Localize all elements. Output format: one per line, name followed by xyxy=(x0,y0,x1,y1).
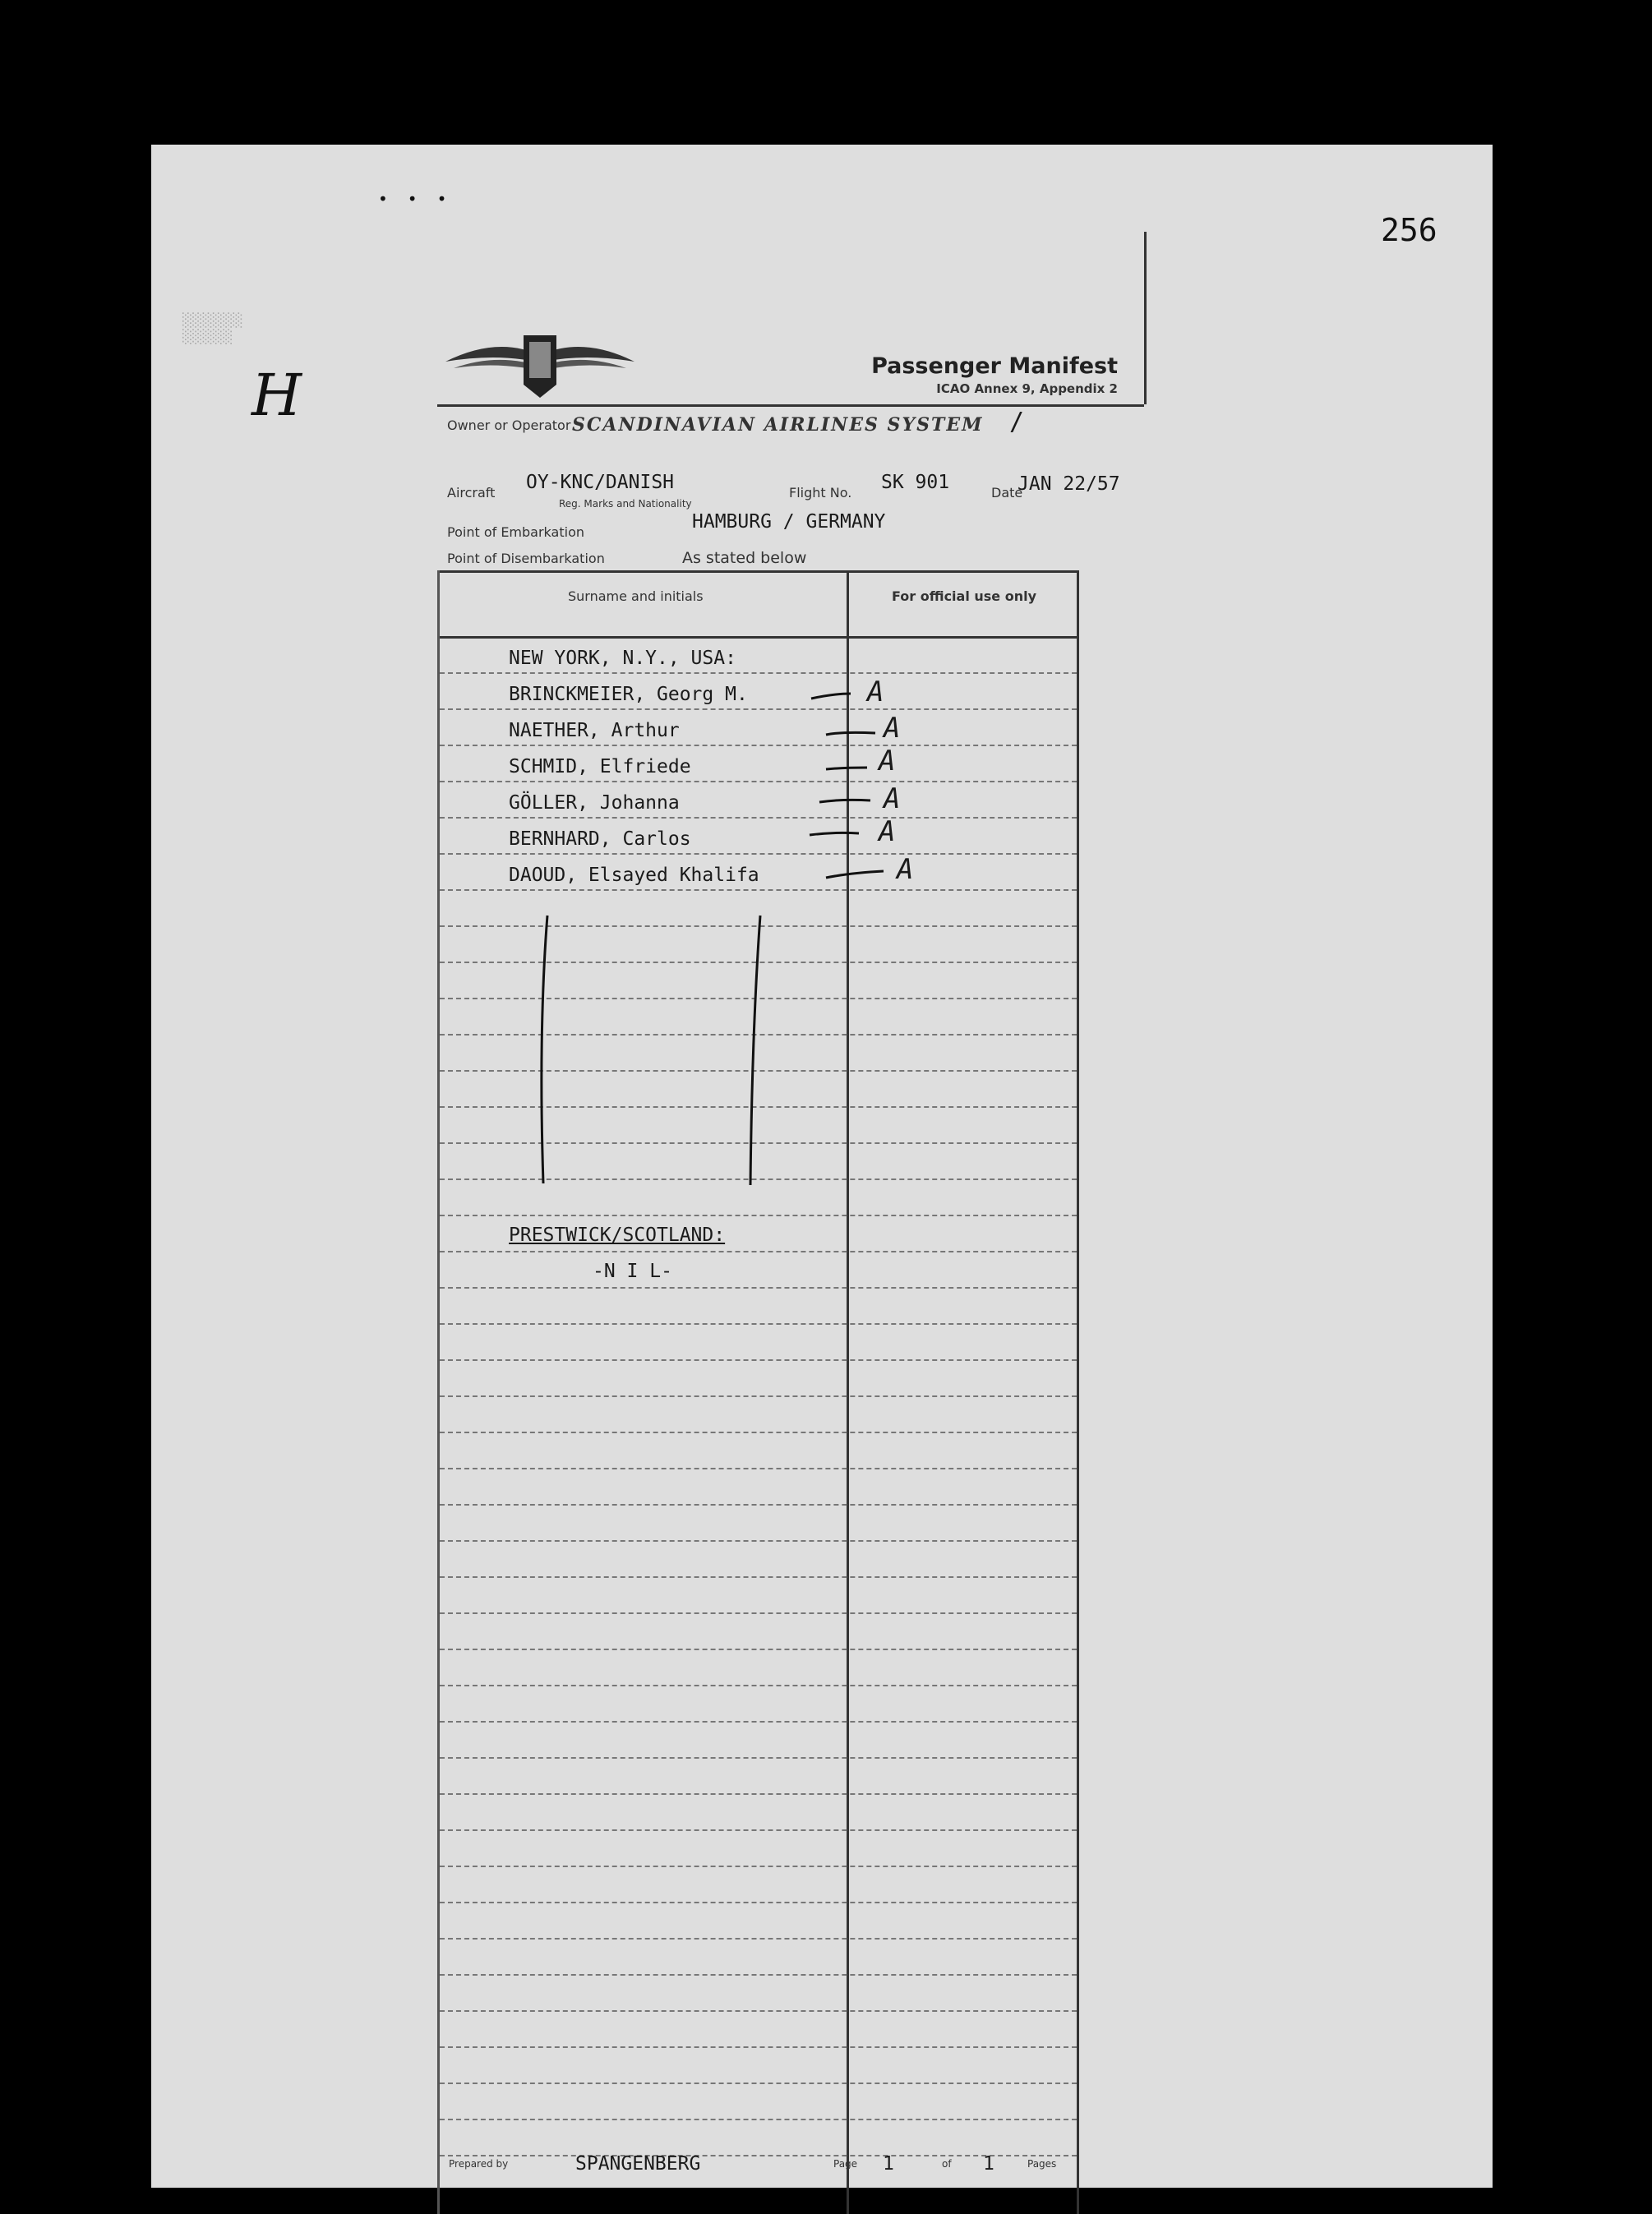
form-subtitle: ICAO Annex 9, Appendix 2 xyxy=(936,381,1118,396)
pages-label: Pages xyxy=(1027,2158,1057,2170)
destination-nil: -N I L- xyxy=(593,1261,672,1282)
official-mark: A xyxy=(879,745,896,777)
date-label: Date xyxy=(991,485,1023,500)
aircraft-label: Aircraft xyxy=(447,485,496,500)
form-title: Passenger Manifest xyxy=(871,353,1118,379)
ruled-line xyxy=(440,1504,1077,1506)
ruled-line xyxy=(440,1902,1077,1903)
ruled-line xyxy=(440,1685,1077,1686)
col-header-official: For official use only xyxy=(892,588,1037,604)
owner-label: Owner or Operator xyxy=(447,417,571,433)
embark-label: Point of Embarkation xyxy=(447,524,584,540)
passenger-name: BERNHARD, Carlos xyxy=(509,828,691,850)
passenger-name: BRINCKMEIER, Georg M. xyxy=(509,684,748,705)
prepared-label: Prepared by xyxy=(449,2158,509,2170)
handwritten-mark: H xyxy=(251,362,302,429)
flight-value: SK 901 xyxy=(881,472,950,493)
faded-stamp: ░░░░░░ ░░░░░ xyxy=(182,312,243,344)
passenger-manifest-form xyxy=(437,232,1144,2188)
page-number: 256 xyxy=(1381,212,1437,248)
ruled-line xyxy=(440,1974,1077,1976)
ruled-line xyxy=(440,1829,1077,1831)
of-label: of xyxy=(942,2158,952,2170)
handwritten-strokes-icon xyxy=(440,570,1077,1392)
passenger-name: NAETHER, Arthur xyxy=(509,720,680,741)
official-mark: A xyxy=(879,815,896,848)
header-rule xyxy=(437,404,1144,407)
passenger-name: GÖLLER, Johanna xyxy=(509,792,680,814)
ruled-line xyxy=(440,1432,1077,1433)
page-value: 1 xyxy=(883,2153,894,2175)
ruled-line xyxy=(440,1757,1077,1759)
ruled-line xyxy=(440,1866,1077,1867)
ruled-line xyxy=(440,1649,1077,1650)
of-value: 1 xyxy=(983,2153,994,2175)
prepared-value: SPANGENBERG xyxy=(575,2153,701,2175)
ruled-line xyxy=(440,1395,1077,1397)
manifest-table xyxy=(437,570,1079,2214)
destination-heading: PRESTWICK/SCOTLAND: xyxy=(509,1225,726,1246)
embark-value: HAMBURG / GERMANY xyxy=(692,511,886,533)
ruled-line xyxy=(440,2155,1077,2156)
col-header-surname: Surname and initials xyxy=(568,588,704,604)
ruled-line xyxy=(440,1793,1077,1795)
ruled-line xyxy=(440,1938,1077,1940)
official-mark: A xyxy=(884,712,901,745)
passenger-name: SCHMID, Elfriede xyxy=(509,756,691,777)
official-mark: A xyxy=(867,676,884,708)
page-label: Page xyxy=(833,2158,858,2170)
form-header xyxy=(437,232,1147,567)
ruled-line xyxy=(440,1468,1077,1469)
ruled-line xyxy=(440,2083,1077,2084)
ruled-line xyxy=(440,1612,1077,1614)
ruled-line xyxy=(440,2010,1077,2012)
flight-label: Flight No. xyxy=(789,485,852,500)
ruled-line xyxy=(440,1540,1077,1542)
airline-wings-logo-icon xyxy=(445,329,634,403)
ruled-line xyxy=(440,1576,1077,1578)
disembark-value: As stated below xyxy=(682,549,807,567)
passenger-name: DAOUD, Elsayed Khalifa xyxy=(509,865,759,886)
owner-value: SCANDINAVIAN AIRLINES SYSTEM xyxy=(572,414,984,436)
official-mark: A xyxy=(897,853,914,886)
owner-handmark: / xyxy=(1009,408,1025,436)
date-value: JAN 22/57 xyxy=(1018,473,1120,495)
disembark-label: Point of Disembarkation xyxy=(447,551,605,566)
ruled-line xyxy=(440,1721,1077,1723)
ruled-line xyxy=(440,2119,1077,2120)
official-mark: A xyxy=(884,782,901,815)
destination-heading: NEW YORK, N.Y., USA: xyxy=(509,648,736,669)
ruled-line xyxy=(440,2046,1077,2048)
reg-label: Reg. Marks and Nationality xyxy=(559,498,692,510)
punch-dots: ••• xyxy=(378,189,467,209)
aircraft-value: OY-KNC/DANISH xyxy=(526,472,675,493)
